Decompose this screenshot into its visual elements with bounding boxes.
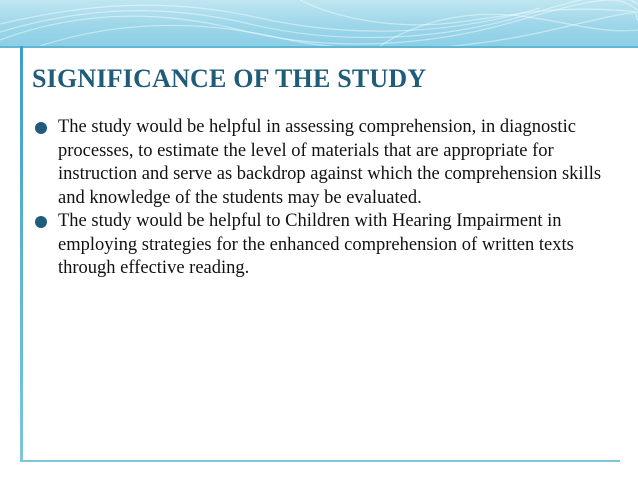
bullet-item bbox=[32, 116, 607, 210]
bottom-accent-rule bbox=[20, 460, 620, 462]
header-divider bbox=[0, 46, 638, 48]
bullet-item bbox=[32, 210, 607, 281]
slide-title: SIGNIFICANCE OF THE STUDY bbox=[32, 64, 427, 93]
bullet-text: The study would be helpful in assessing comprehension, in diagnostic processes, to estimate the level of materials that are appropriate for instruction and serve as backdrop against which the comprehension skills and knowledge of the students may be evaluated. bbox=[58, 117, 602, 208]
header-band bbox=[0, 0, 638, 46]
left-accent-rule bbox=[20, 46, 23, 461]
bullet-dot-icon bbox=[35, 122, 47, 134]
bullet-text: The study would be helpful to Children with Hearing Impairment in employing strategies for the enhanced comprehension of written texts through effective reading. bbox=[58, 211, 574, 278]
bullet-list bbox=[32, 116, 607, 281]
bullet-dot-icon bbox=[35, 216, 47, 228]
wave-pattern-decoration bbox=[0, 0, 638, 46]
